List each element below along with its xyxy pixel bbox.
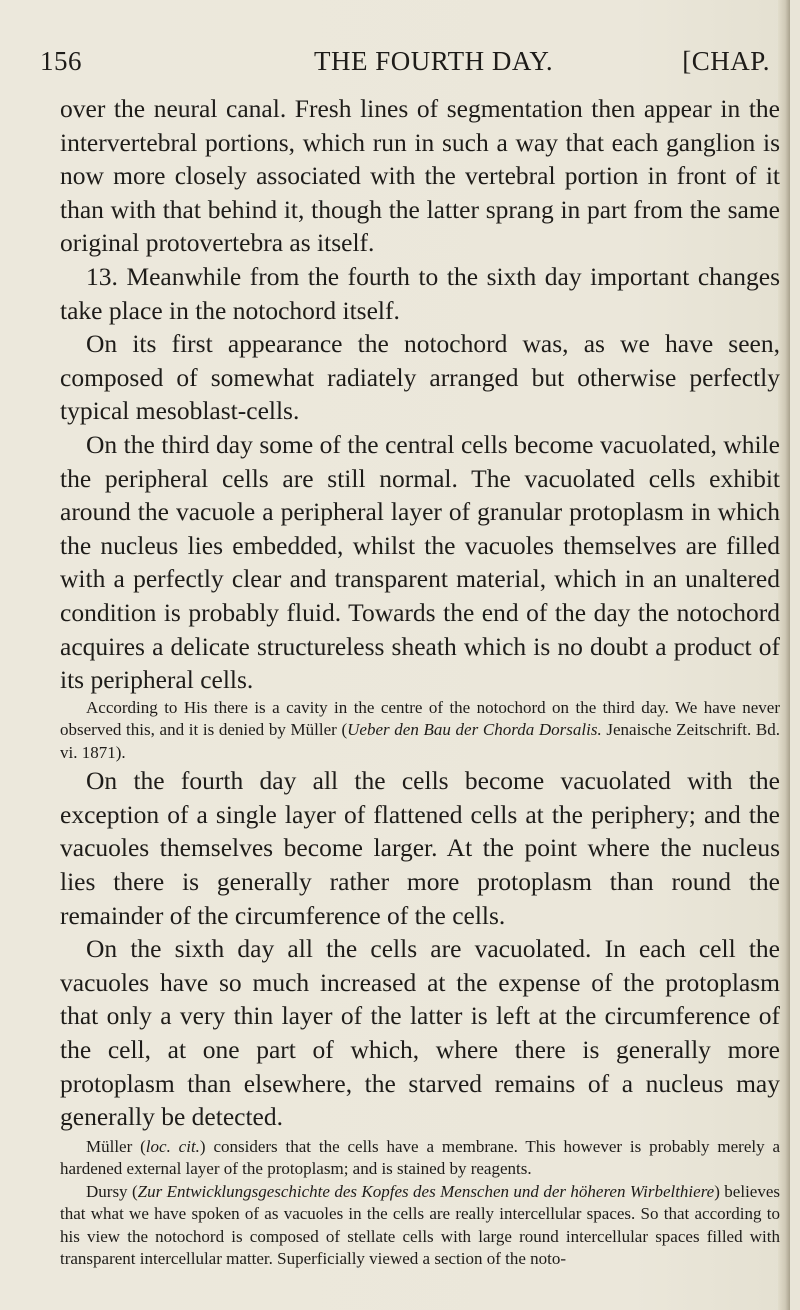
paragraph-first-appearance: On its first appearance the notochord was, as we have seen, composed of somewhat radiately arranged but otherwise perfectly typical mesoblast-cells.: [60, 329, 780, 426]
footnote-his-text-b: Jenaische Zeitschrift. Bd. vi. 1871).: [60, 720, 780, 762]
footnote-dursy-title: Zur Entwicklungsgeschichte des Kopfes des Menschen und der höheren Wirbelthiere: [137, 1181, 715, 1201]
footnotes-block: [60, 1136, 780, 1271]
footnote-muller: [60, 1136, 780, 1181]
footnote-his: [60, 697, 780, 765]
paragraph-section-13: 13. Meanwhile from the fourth to the sixth day important changes take place in the notochord itself.: [60, 261, 780, 325]
paragraph-continued: over the neural canal. Fresh lines of segmentation then appear in the intervertebral portions, which run in such a way that each ganglion is now more closely associated with the vertebral portion in front of it than with that behind it, though the latter sprang in part from the same original protovertebra as itself.: [60, 94, 780, 258]
footnote-muller-text-a: Müller (: [86, 1136, 146, 1156]
footnote-muller-text-b: ) considers that the cells have a membrane. This however is probably merely a hardened external layer of the protoplasm; and is stained by reagents.: [60, 1136, 780, 1179]
paragraph-fourth-day: On the fourth day all the cells become vacuolated with the exception of a single layer of flattened cells at the periphery; and the vacuoles themselves become larger. At the point where the nucleus lies there is generally rather more protoplasm than round the remainder of the circumference of the cells.: [60, 766, 780, 930]
footnote-his-title: Ueber den Bau der Chorda Dorsalis.: [347, 720, 602, 740]
footnote-dursy-text-b: ) believes that what we have spoken of as vacuoles in the cells are really intercellular spaces. So that according to his view the notochord is composed of stellate cells with large round intercellular spaces filled with transparent intercellular matter. Superficially viewed a section of the noto-: [60, 1181, 780, 1269]
page-body: [60, 92, 780, 1271]
paragraph-third-day: On the third day some of the central cells become vacuolated, while the peripheral cells are still normal. The vacuolated cells exhibit around the vacuole a peripheral layer of granular protoplasm in which the nucleus lies embedded, whilst the vacuoles themselves are filled with a perfectly clear and transparent material, which in an unaltered condition is probably fluid. Towards the end of the day the notochord acquires a delicate structureless sheath which is no doubt a product of its peripheral cells.: [60, 429, 780, 695]
paragraph-sixth-day: On the sixth day all the cells are vacuolated. In each cell the vacuoles have so much increased at the expense of the protoplasm that only a very thin layer of the latter is left at the circumference of the cell, at one part of which, where there is generally more protoplasm than elsewhere, the starved remains of a nucleus may generally be detected.: [60, 934, 780, 1132]
running-title: THE FOURTH DAY.: [314, 46, 554, 76]
footnote-his-text-a: According to His there is a cavity in the centre of the notochord on the third day. We have never observed this, and it is denied by Müller (: [60, 697, 780, 740]
page-number: 156: [40, 46, 82, 76]
footnote-dursy-text-a: Dursy (: [86, 1181, 138, 1201]
chapter-marker: [CHAP.: [682, 46, 770, 76]
footnote-dursy: [60, 1181, 780, 1271]
footnote-muller-loc-cit: loc. cit.: [145, 1136, 200, 1156]
page-header: [40, 46, 780, 86]
